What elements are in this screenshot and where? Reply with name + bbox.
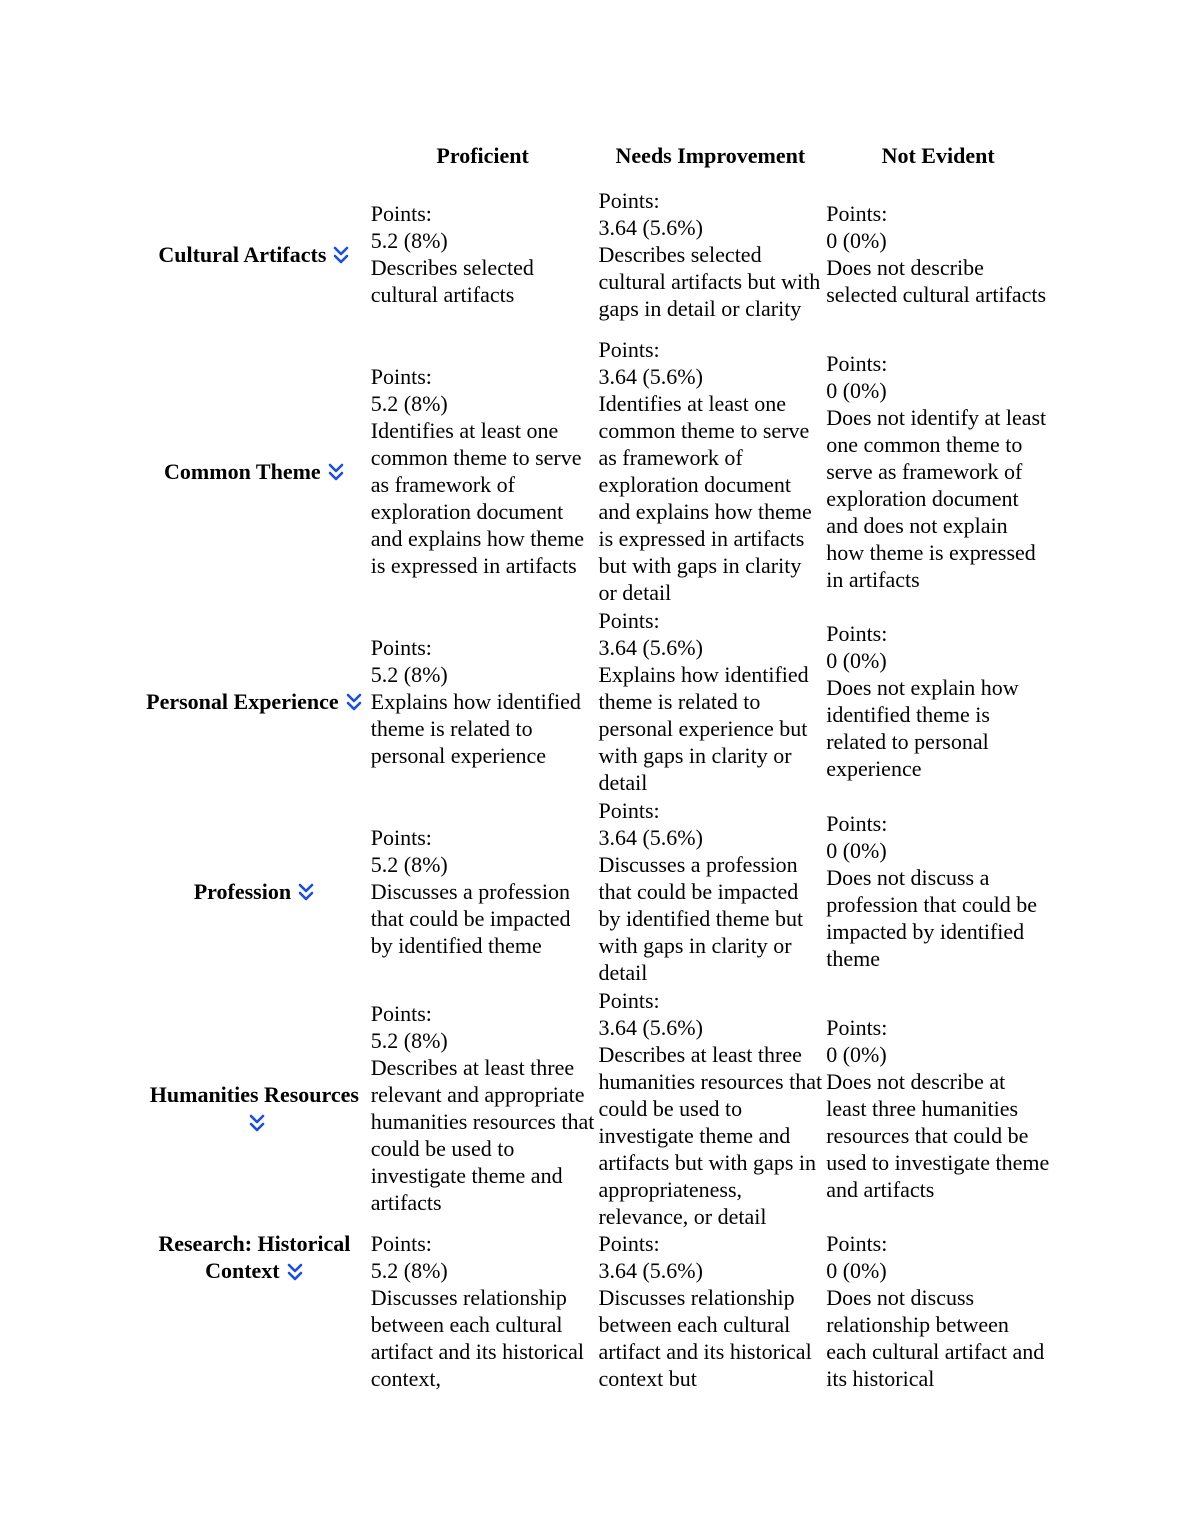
points-label: Points: <box>598 797 660 823</box>
level-cell-proficient[interactable] <box>369 606 597 796</box>
level-description: Does not discuss relationship between each cultural artifact and its historical <box>826 1285 1045 1391</box>
points-label: Points: <box>370 1001 432 1026</box>
rubric-row-common-theme <box>140 336 1052 606</box>
points-value: 5.2 (8%) <box>370 661 448 687</box>
criterion-cell <box>140 796 369 986</box>
chevron-double-down-icon[interactable] <box>297 882 315 904</box>
points-value: 3.64 (5.6%) <box>598 824 703 850</box>
criterion-cell <box>140 336 369 606</box>
criterion-name: Humanities Resources <box>149 1082 359 1107</box>
chevron-double-down-icon[interactable] <box>345 692 363 714</box>
points-value: 0 (0%) <box>826 838 887 863</box>
level-cell-needs-improvement[interactable] <box>596 796 824 986</box>
rubric-table <box>140 138 1052 1392</box>
rubric-row-cultural-artifacts <box>140 172 1052 336</box>
header-proficient: Proficient <box>436 142 529 168</box>
level-cell-not-evident[interactable] <box>824 172 1052 336</box>
level-description: Describes selected cultural artifacts but with gaps in detail or clarity <box>598 241 821 321</box>
points-label: Points: <box>826 350 888 376</box>
level-cell-not-evident[interactable] <box>824 1230 1052 1392</box>
level-cell-not-evident[interactable] <box>824 796 1052 986</box>
points-value: 3.64 (5.6%) <box>598 214 703 240</box>
rubric-row-profession <box>140 796 1052 986</box>
header-criteria-blank <box>140 138 369 172</box>
level-description: Describes at least three relevant and appropriate humanities resources that could be used to investigate theme and artifacts <box>370 1055 595 1215</box>
points-value: 5.2 (8%) <box>370 1258 448 1283</box>
level-description: Describes at least three humanities resources that could be used to investigate theme and artifacts but with gaps in appropriateness, relevance, or detail <box>598 1041 823 1229</box>
points-label: Points: <box>826 201 888 226</box>
points-label: Points: <box>370 201 432 226</box>
chevron-double-down-icon[interactable] <box>248 1113 266 1135</box>
level-cell-proficient[interactable] <box>369 1230 597 1392</box>
header-needs-improvement: Needs Improvement <box>615 142 806 168</box>
criterion-name: Profession <box>193 878 292 904</box>
rubric-row-personal-experience <box>140 606 1052 796</box>
points-value: 3.64 (5.6%) <box>598 1258 703 1283</box>
points-label: Points: <box>826 621 888 646</box>
chevron-double-down-icon[interactable] <box>332 245 350 267</box>
level-description: Explains how identified theme is related to personal experience <box>370 688 581 768</box>
points-value: 5.2 (8%) <box>370 851 448 877</box>
points-label: Points: <box>598 337 660 362</box>
points-label: Points: <box>370 1231 432 1256</box>
level-description: Does not identify at least one common theme to serve as framework of exploration document and does not explain how theme is expressed in artifacts <box>826 404 1047 592</box>
level-description: Identifies at least one common theme to serve as framework of exploration document and explains how theme is expressed in artifacts <box>370 418 584 578</box>
level-cell-proficient[interactable] <box>369 986 597 1230</box>
points-label: Points: <box>826 1014 888 1040</box>
level-cell-needs-improvement[interactable] <box>596 336 824 606</box>
rubric-row-humanities-resources <box>140 986 1052 1230</box>
rubric-row-research-historical-context <box>140 1230 1052 1392</box>
level-description: Describes selected cultural artifacts <box>370 255 534 307</box>
points-value: 5.2 (8%) <box>370 228 448 253</box>
level-cell-needs-improvement[interactable] <box>596 606 824 796</box>
level-description: Does not discuss a profession that could be impacted by identified theme <box>826 865 1038 971</box>
level-cell-needs-improvement[interactable] <box>596 1230 824 1392</box>
level-description: Discusses a profession that could be impacted by identified theme <box>370 878 571 958</box>
points-value: 0 (0%) <box>826 228 887 253</box>
level-cell-not-evident[interactable] <box>824 606 1052 796</box>
points-value: 0 (0%) <box>826 1258 887 1283</box>
criterion-cell <box>140 1230 369 1392</box>
level-description: Does not describe selected cultural artifacts <box>826 255 1047 307</box>
chevron-double-down-icon[interactable] <box>327 462 345 484</box>
points-label: Points: <box>598 187 660 213</box>
level-cell-proficient[interactable] <box>369 336 597 606</box>
level-cell-needs-improvement[interactable] <box>596 172 824 336</box>
criterion-cell <box>140 986 369 1230</box>
chevron-double-down-icon[interactable] <box>286 1262 304 1284</box>
level-cell-proficient[interactable] <box>369 172 597 336</box>
level-description: Explains how identified theme is related to personal experience but with gaps in clarity or detail <box>598 661 809 795</box>
points-value: 5.2 (8%) <box>370 391 448 416</box>
points-value: 3.64 (5.6%) <box>598 1014 703 1040</box>
points-label: Points: <box>826 1231 888 1256</box>
points-value: 3.64 (5.6%) <box>598 364 703 389</box>
level-cell-proficient[interactable] <box>369 796 597 986</box>
level-description: Identifies at least one common theme to serve as framework of exploration document and explains how theme is expressed in artifacts but with gaps in clarity or detail <box>598 391 812 605</box>
points-label: Points: <box>826 811 888 836</box>
criterion-cell <box>140 606 369 796</box>
level-description: Discusses a profession that could be impacted by identified theme but with gaps in clarity or detail <box>598 851 804 985</box>
points-value: 5.2 (8%) <box>370 1028 448 1053</box>
points-value: 3.64 (5.6%) <box>598 634 703 660</box>
points-value: 0 (0%) <box>826 1041 887 1067</box>
header-not-evident: Not Evident <box>881 142 995 168</box>
points-label: Points: <box>598 987 660 1013</box>
points-label: Points: <box>370 634 432 660</box>
points-label: Points: <box>598 1231 660 1256</box>
points-value: 0 (0%) <box>826 648 887 673</box>
level-cell-needs-improvement[interactable] <box>596 986 824 1230</box>
level-description: Discusses relationship between each cultural artifact and its historical context but <box>598 1285 812 1391</box>
criterion-name: Personal Experience <box>146 688 339 714</box>
points-label: Points: <box>370 824 432 850</box>
criterion-cell <box>140 172 369 336</box>
rubric-header-row <box>140 138 1052 172</box>
criterion-name: Common Theme <box>164 458 321 484</box>
criterion-name: Cultural Artifacts <box>158 241 327 267</box>
criterion-name: Research: Historical Context <box>158 1231 351 1283</box>
level-description: Discusses relationship between each cultural artifact and its historical context, <box>370 1285 584 1391</box>
level-cell-not-evident[interactable] <box>824 986 1052 1230</box>
level-description: Does not explain how identified theme is related to personal experience <box>826 675 1019 781</box>
level-description: Does not describe at least three humanities resources that could be used to investigate theme and artifacts <box>826 1068 1050 1202</box>
points-value: 0 (0%) <box>826 377 887 403</box>
points-label: Points: <box>370 364 432 389</box>
level-cell-not-evident[interactable] <box>824 336 1052 606</box>
points-label: Points: <box>598 607 660 633</box>
